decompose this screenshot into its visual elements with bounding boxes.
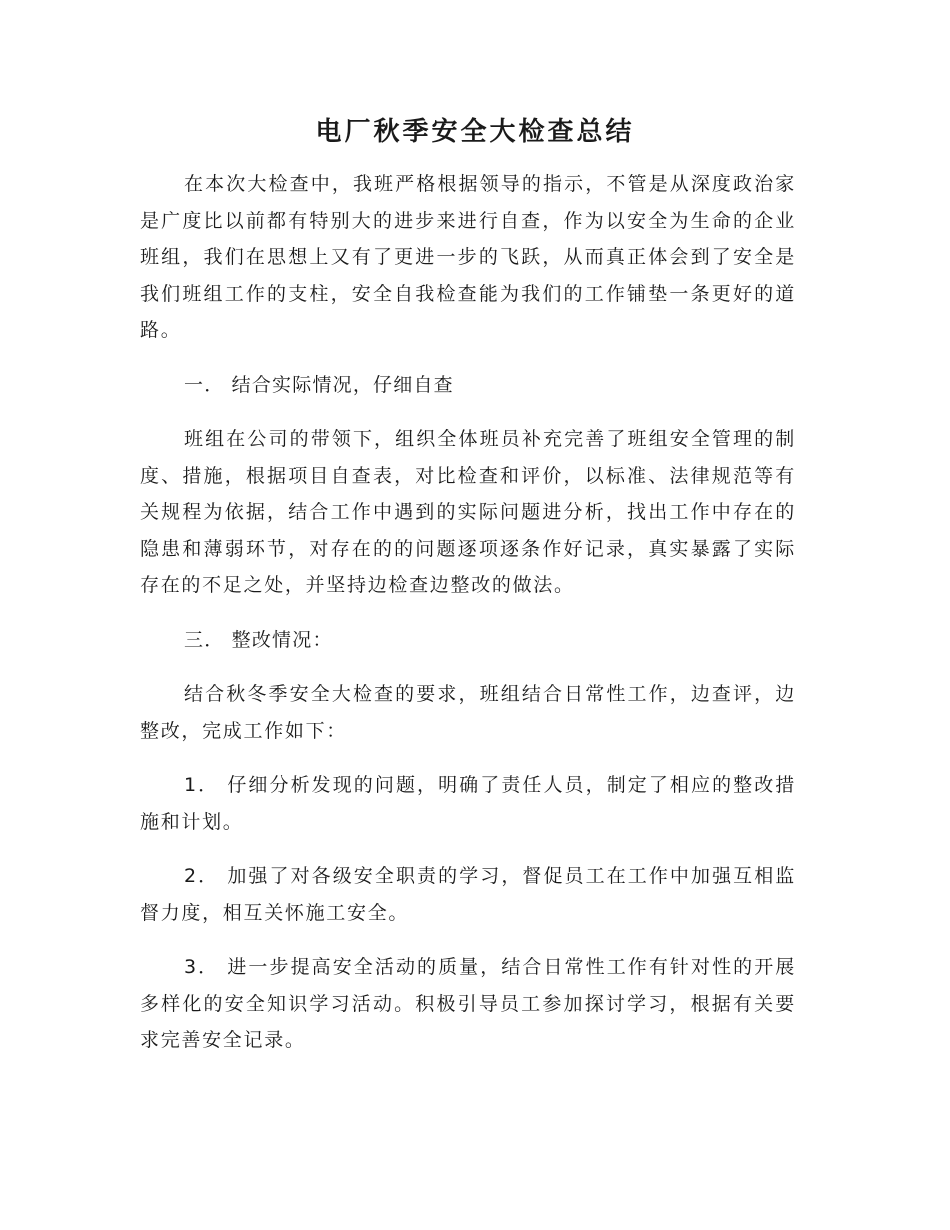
section-heading-rectification: 三． 整改情况： bbox=[184, 628, 333, 651]
rectification-intro-paragraph: 结合秋冬季安全大检查的要求，班组结合日常性工作，边查评，边整改，完成工作如下： bbox=[140, 683, 796, 742]
intro-paragraph: 在本次大检查中，我班严格根据领导的指示，不管是从深度政治家是广度比以前都有特别大的进步来进行自查，作为以安全为生命的企业班组，我们在思想上又有了更进一步的飞跃，从而真正体会到了安全是我们班组工作的支柱，安全自我检查能为我们的工作铺垫一条更好的道路。 bbox=[140, 173, 796, 341]
document-body bbox=[140, 166, 796, 1077]
rectification-item-2: 2． 加强了对各级安全职责的学习，督促员工在工作中加强互相监督力度，相互关怀施工安全。 bbox=[140, 865, 796, 924]
section-heading-self-check: 一． 结合实际情况，仔细自查 bbox=[184, 373, 454, 396]
self-check-paragraph: 班组在公司的带领下，组织全体班员补充完善了班组安全管理的制度、措施，根据项目自查表，对比检查和评价，以标准、法律规范等有关规程为依据，结合工作中遇到的实际问题进分析，找出工作中存在的隐患和薄弱环节，对存在的的问题逐项逐条作好记录，真实暴露了实际存在的不足之处，并坚持边检查边整改的做法。 bbox=[140, 428, 796, 596]
rectification-item-3: 3． 进一步提高安全活动的质量，结合日常性工作有针对性的开展多样化的安全知识学习活动。积极引导员工参加探讨学习，根据有关要求完善安全记录。 bbox=[140, 956, 796, 1051]
document-title: 电厂秋季安全大检查总结 bbox=[315, 117, 635, 147]
rectification-item-1: 1． 仔细分析发现的问题，明确了责任人员，制定了相应的整改措施和计划。 bbox=[140, 774, 796, 833]
